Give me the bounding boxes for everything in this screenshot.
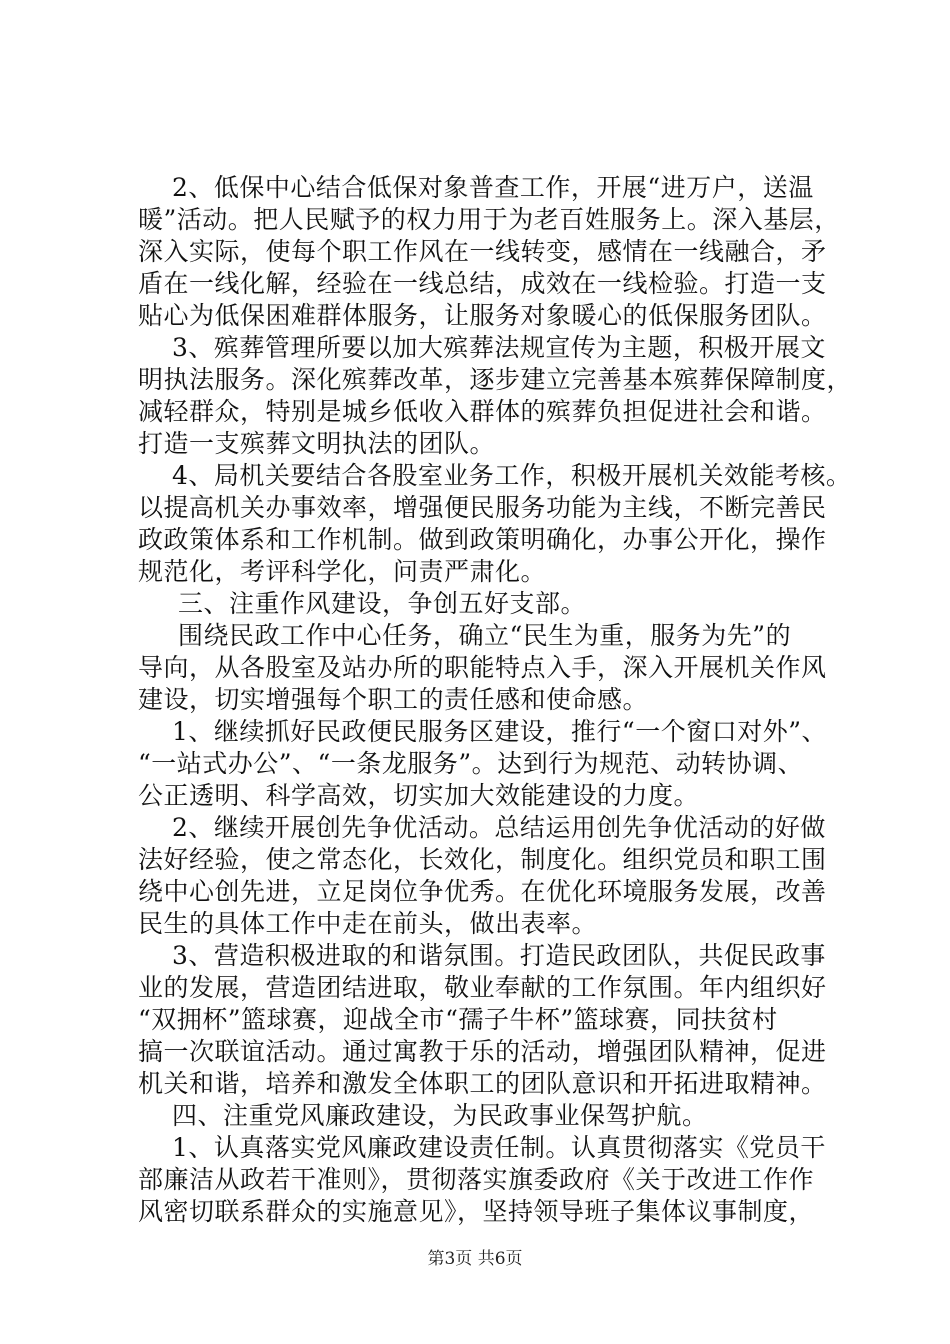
text-line: 建设，切实增强每个职工的责任感和使命感。 [138, 685, 649, 714]
text-line: 法好经验，使之常态化，长效化，制度化。组织党员和职工围 [138, 845, 827, 874]
text-line: 民生的具体工作中走在前头，做出表率。 [138, 909, 598, 938]
section-heading: 四、注重党风廉政建设，为民政事业保驾护航。 [172, 1101, 708, 1130]
text-line: 深入实际，使每个职工作风在一线转变，感情在一线融合，矛 [138, 237, 827, 266]
text-line: 减轻群众，特别是城乡低收入群体的殡葬负担促进社会和谐。 [138, 397, 827, 426]
text-line: 搞一次联谊活动。通过寓教于乐的活动，增强团队精神，促进 [138, 1037, 827, 1066]
text-line: 部廉洁从政若干准则》，贯彻落实旗委政府《关于改进工作作 [138, 1165, 815, 1194]
text-line: 4、局机关要结合各股室业务工作，积极开展机关效能考核。 [172, 461, 852, 490]
text-line: “双拥杯”篮球赛，迎战全市“孺子牛杯”篮球赛，同扶贫村 [138, 1005, 778, 1034]
text-line: 导向，从各股室及站办所的职能特点入手，深入开展机关作风 [138, 653, 827, 682]
text-line: 1、认真落实党风廉政建设责任制。认真贯彻落实《党员干 [172, 1133, 826, 1162]
text-line: 2、继续开展创先争优活动。总结运用创先争优活动的好做 [172, 813, 826, 842]
document-body [138, 172, 853, 1228]
text-line: 贴心为低保困难群体服务，让服务对象暖心的低保服务团队。 [138, 301, 827, 330]
text-line: 规范化，考评科学化，问责严肃化。 [138, 557, 547, 586]
text-line: “一站式办公”、“一条龙服务”。达到行为规范、动转协调、 [138, 749, 804, 778]
text-line: 绕中心创先进，立足岗位争优秀。在优化环境服务发展，改善 [138, 877, 827, 906]
text-line: 以提高机关办事效率，增强便民服务功能为主线，不断完善民 [138, 493, 827, 522]
text-line: 暖”活动。把人民赋予的权力用于为老百姓服务上。深入基层， [138, 205, 840, 234]
text-line: 公正透明、科学高效，切实加大效能建设的力度。 [138, 781, 700, 810]
text-line: 3、殡葬管理所要以加大殡葬法规宣传为主题，积极开展文 [172, 333, 826, 362]
text-line: 盾在一线化解，经验在一线总结，成效在一线检验。打造一支 [138, 269, 827, 298]
text-line: 政政策体系和工作机制。做到政策明确化，办事公开化，操作 [138, 525, 827, 554]
text-line: 机关和谐，培养和激发全体职工的团队意识和开拓进取精神。 [138, 1069, 827, 1098]
page-footer: 第3页 共6页 [427, 1249, 523, 1269]
section-heading: 三、注重作风建设，争创五好支部。 [178, 589, 587, 618]
text-line: 业的发展，营造团结进取，敬业奉献的工作氛围。年内组织好 [138, 973, 827, 1002]
text-line: 2、低保中心结合低保对象普查工作，开展“进万户，送温 [172, 173, 814, 202]
text-line: 打造一支殡葬文明执法的团队。 [138, 429, 496, 458]
text-line: 1、继续抓好民政便民服务区建设，推行“一个窗口对外”、 [172, 717, 827, 746]
text-line: 风密切联系群众的实施意见》，坚持领导班子集体议事制度， [138, 1197, 815, 1226]
text-line: 围绕民政工作中心任务，确立“民生为重，服务为先”的 [178, 621, 792, 650]
text-line: 明执法服务。深化殡葬改革，逐步建立完善基本殡葬保障制度， [138, 365, 853, 394]
text-line: 3、营造积极进取的和谐氛围。打造民政团队，共促民政事 [172, 941, 826, 970]
